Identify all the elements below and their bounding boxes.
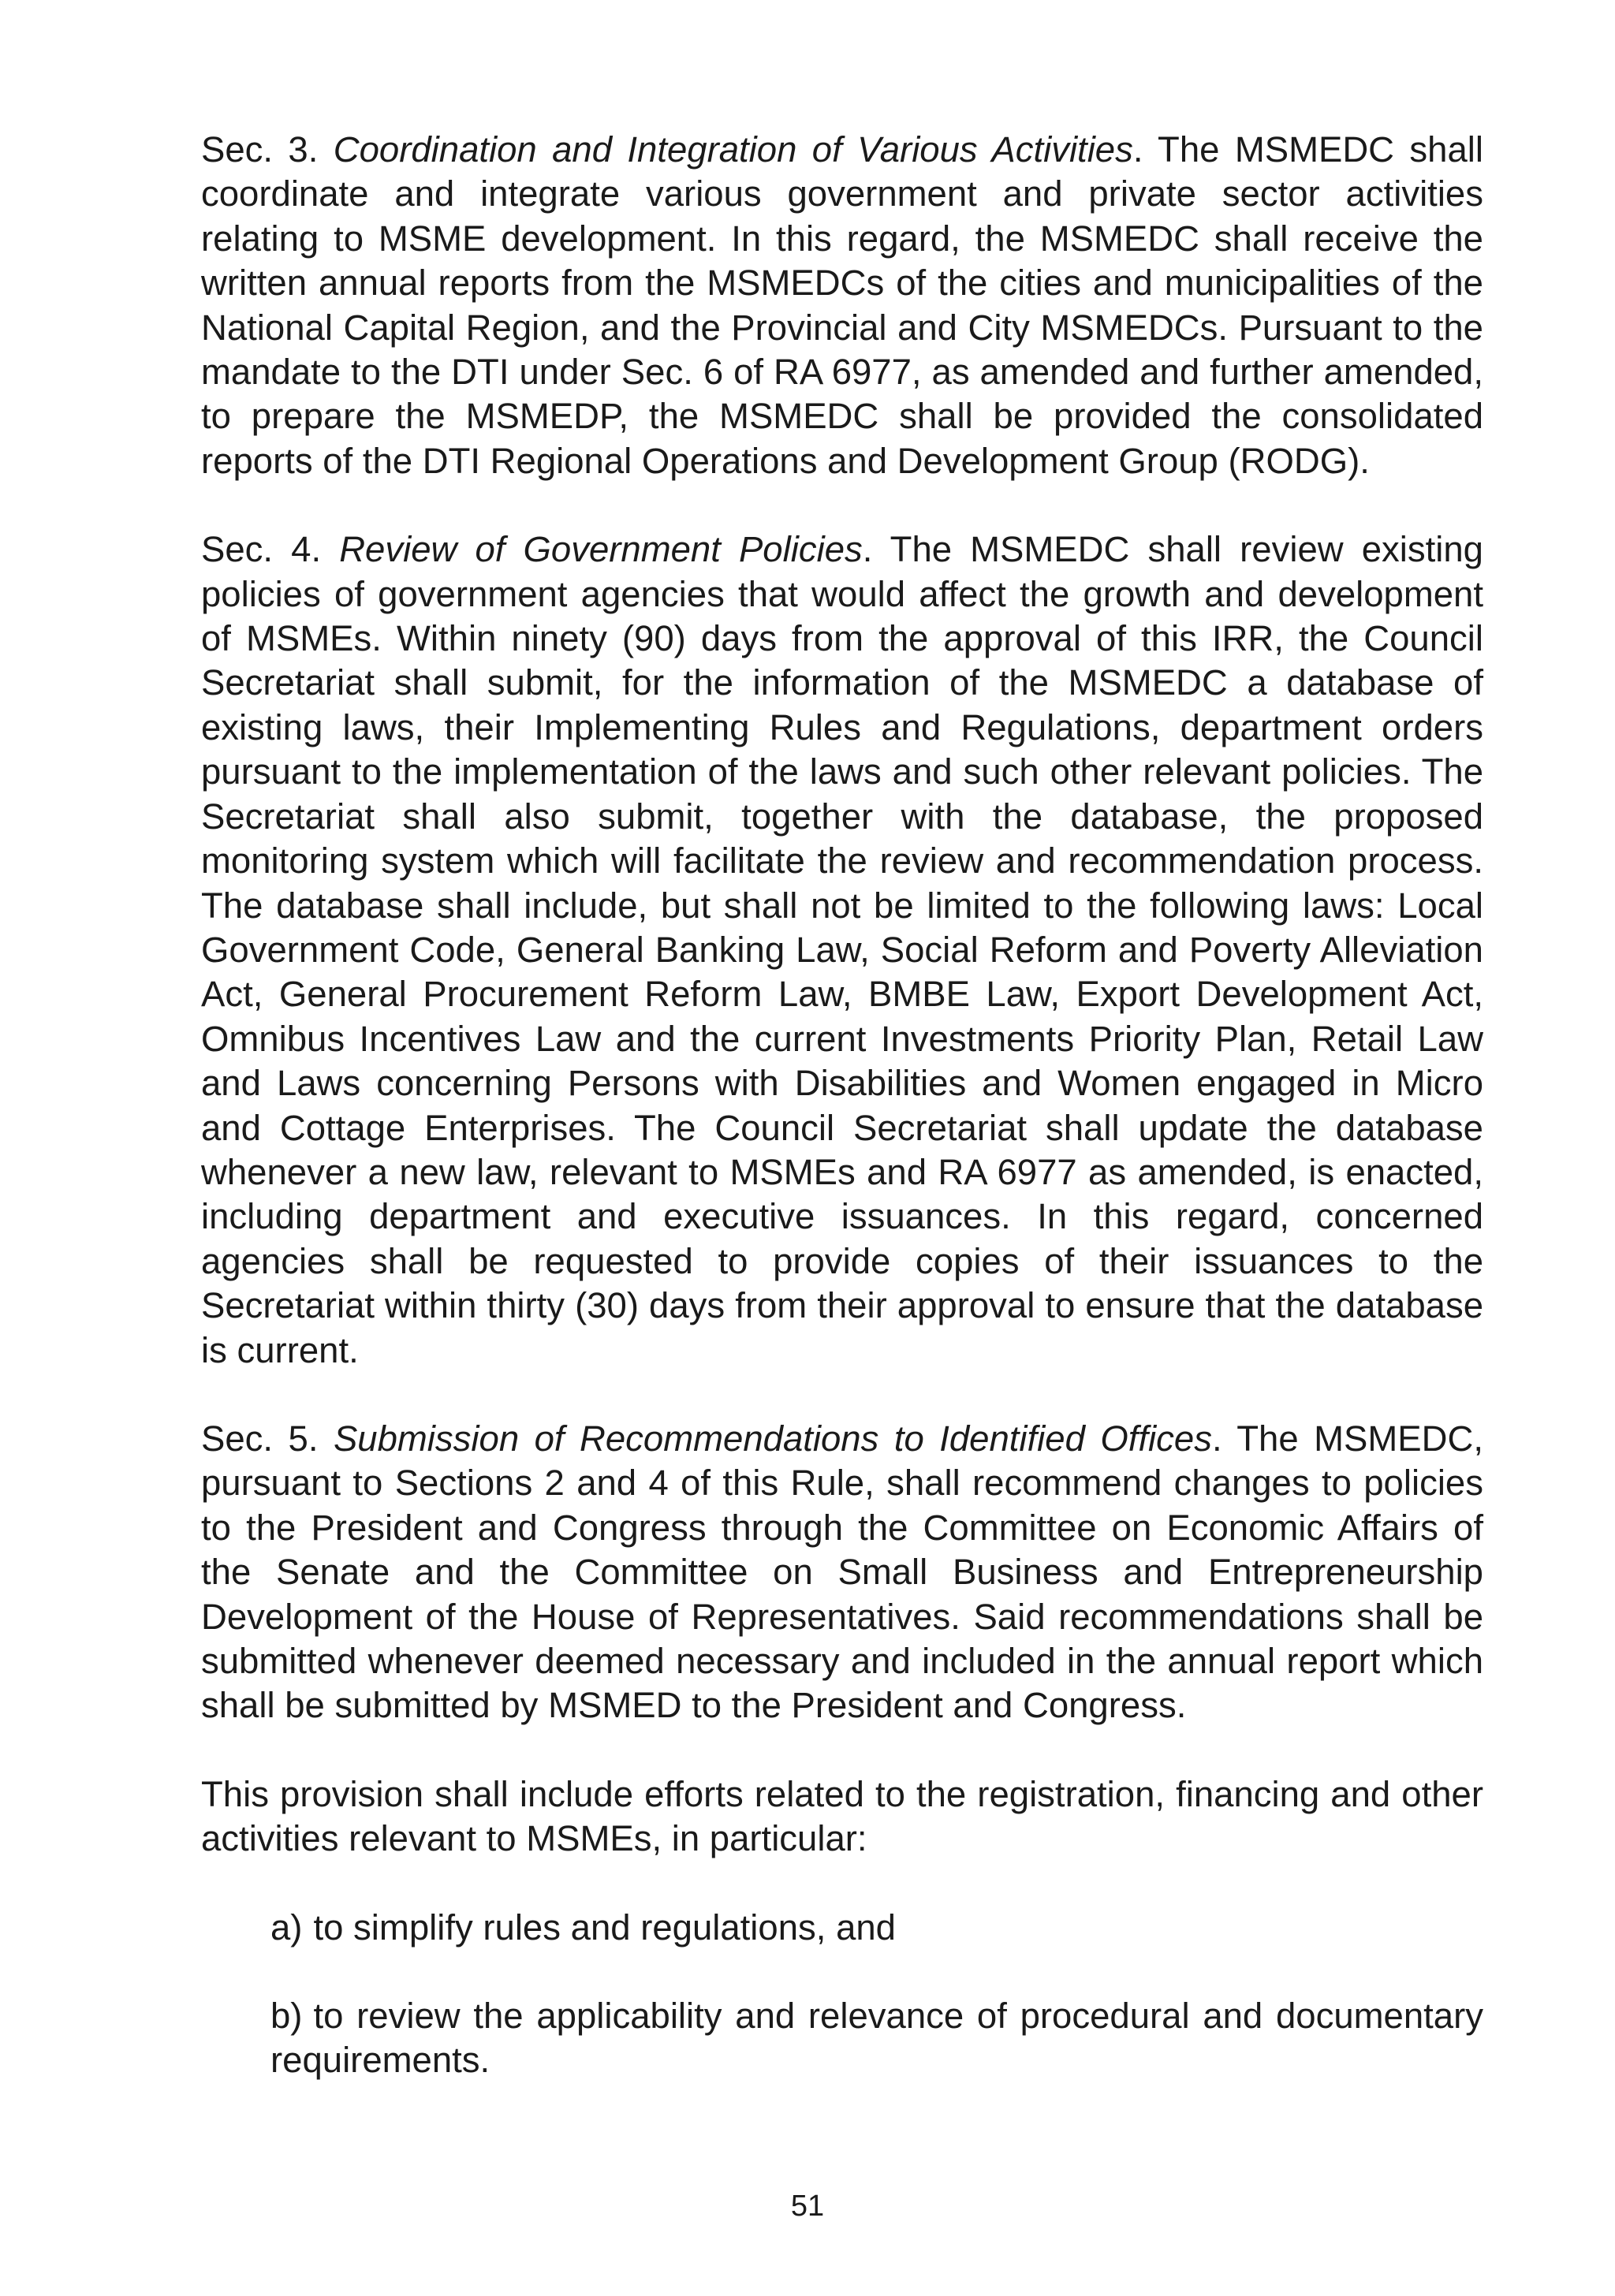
section-4-title: Review of Government Policies (339, 529, 863, 570)
provision-paragraph: This provision shall include efforts related to the registration, financing and other activities relevant to MSMEs, in particular: (201, 1773, 1483, 1859)
list-item (270, 1994, 1483, 2083)
section-4-paragraph (201, 527, 1483, 1373)
list-item-marker: b) (270, 1996, 303, 2037)
section-3-paragraph (201, 128, 1483, 483)
list-item-marker: a) (270, 1906, 303, 1948)
section-4-number: Sec. 4. (201, 529, 322, 570)
section-3-number: Sec. 3. (201, 129, 319, 170)
page-number: 51 (790, 2190, 825, 2223)
section-5-number: Sec. 5. (201, 1418, 319, 1459)
section-5-paragraph (201, 1417, 1483, 1728)
section-3-title: Coordination and Integration of Various Activities (333, 129, 1133, 170)
section-4-body: . The MSMEDC shall review existing policies of government agencies that would affect the growth and development of MSMEs. Within ninety (90) days from the approval of this IRR, the Council Secretariat shall submit, for the information of the MSMEDC a database of existing laws, their Implementing Rules and Regulations, department orders pursuant to the implementation of the laws and such other relevant policies. The Secretariat shall also submit, together with the database, the proposed monitoring system which will facilitate the review and recommendation process. The database shall include, but shall not be limited to the following laws: Local Government Code, General Banking Law, Social Reform and Poverty Alleviation Act, General Procurement Reform Law, BMBE Law, Export Development Act, Omnibus Incentives Law and the current Investments Priority Plan, Retail Law and Laws concerning Persons with Disabilities and Women engaged in Micro and Cottage Enterprises. The Council Secretariat shall update the database whenever a new law, relevant to MSMEs and RA 6977 as amended, is enacted, including department and executive issuances. In this regard, concerned agencies shall be requested to provide copies of their issuances to the Secretariat within thirty (30) days from their approval to ensure that the database is current. (201, 529, 1483, 1370)
section-5-title: Submission of Recommendations to Identified Offices (333, 1418, 1212, 1459)
section-5-body: . The MSMEDC, pursuant to Sections 2 and 4 of this Rule, shall recommend changes to policies to the President and Congress through the Committee on Economic Affairs of the Senate and the Committee on Small Business and Entrepreneurship Development of the House of Representatives. Said recommendations shall be submitted whenever deemed necessary and included in the annual report which shall be submitted by MSMED to the President and Congress. (201, 1418, 1483, 1726)
list-item-text: to simplify rules and regulations, and (313, 1906, 896, 1948)
list-item-text: to review the applicability and relevance of procedural and documentary requirements. (270, 1996, 1483, 2081)
section-3-body: . The MSMEDC shall coordinate and integrate various government and private sector activities relating to MSME development. In this regard, the MSMEDC shall receive the written annual reports from the MSMEDCs of the cities and municipalities of the National Capital Region, and the Provincial and City MSMEDCs. Pursuant to the mandate to the DTI under Sec. 6 of RA 6977, as amended and further amended, to prepare the MSMEDP, the MSMEDC shall be provided the consolidated reports of the DTI Regional Operations and Development Group (RODG). (201, 129, 1483, 481)
provision-list (201, 1906, 1483, 2083)
list-item (270, 1906, 1483, 1950)
document-page (201, 128, 1483, 2127)
